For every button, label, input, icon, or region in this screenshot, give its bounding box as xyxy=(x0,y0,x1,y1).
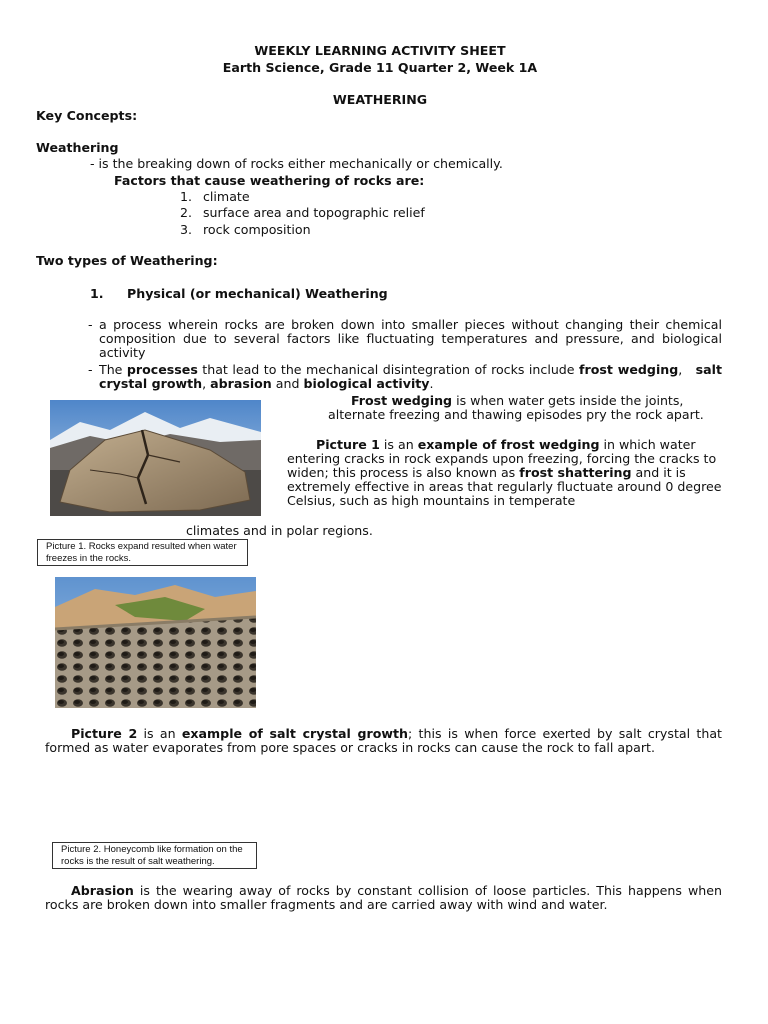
factor-number: 2. xyxy=(180,205,193,220)
bold-run: Picture 1 xyxy=(316,437,380,452)
picture-1-paragraph xyxy=(287,438,722,508)
text-run: , xyxy=(678,362,696,377)
topic-title: WEATHERING xyxy=(332,92,428,107)
bold-run: salt crystal growth xyxy=(99,362,723,391)
text-run: , xyxy=(202,376,211,391)
factor-text: rock composition xyxy=(203,222,311,237)
text-run: is an xyxy=(137,726,182,741)
bold-run: abrasion xyxy=(210,376,272,391)
text-run: is when water gets inside the joints, alternate freezing and thawing episodes pry the rock apart. xyxy=(328,393,704,422)
picture-2-caption: Picture 2. Honeycomb like formation on the rocks is the result of salt weathering. xyxy=(52,842,257,869)
picture-1-paragraph-tail: climates and in polar regions. xyxy=(186,523,373,538)
factor-text: climate xyxy=(203,189,250,204)
frost-wedging-paragraph xyxy=(328,394,718,422)
bold-run: frost shattering xyxy=(519,465,632,480)
text-run: that lead to the mechanical disintegration of rocks include xyxy=(197,362,580,377)
factor-text: surface area and topographic relief xyxy=(203,205,425,220)
bold-run: example of frost wedging xyxy=(417,437,600,452)
text-run: in which water entering cracks in rock expands upon freezing, forcing the cracks to widen; this process is also known as xyxy=(287,437,717,480)
types-heading: Two types of Weathering: xyxy=(36,253,218,268)
factor-number: 1. xyxy=(180,189,193,204)
frost-wedging-photo xyxy=(50,400,261,516)
text-run: ; this is when force exerted by salt crystal that formed as water evaporates from pore spaces or cracks in rocks can cause the rock to fall apart. xyxy=(45,726,722,755)
bold-run: Frost wedging xyxy=(351,393,453,408)
key-concepts-heading: Key Concepts: xyxy=(36,108,138,123)
abrasion-paragraph xyxy=(45,884,722,912)
factor-list-item xyxy=(180,223,311,237)
frost-wedging-illustration xyxy=(50,400,261,516)
text-run: is an xyxy=(379,437,418,452)
bullet-dash: - xyxy=(88,362,93,377)
bold-run: biological activity xyxy=(303,376,430,391)
bold-run: Picture 2 xyxy=(71,726,138,741)
bold-run: frost wedging xyxy=(579,362,679,377)
salt-weathering-illustration xyxy=(55,577,256,708)
factor-number: 3. xyxy=(180,222,193,237)
picture-1-caption: Picture 1. Rocks expand resulted when water freezes in the rocks. xyxy=(37,539,248,566)
sheet-subtitle: Earth Science, Grade 11 Quarter 2, Week 1A xyxy=(222,60,538,75)
type-heading-physical xyxy=(90,287,388,301)
factor-list-item xyxy=(180,190,250,204)
factor-list-item xyxy=(180,206,425,220)
bold-run: processes xyxy=(126,362,198,377)
processes-paragraph xyxy=(99,363,722,391)
text-run: . xyxy=(429,376,434,391)
factors-heading: Factors that cause weathering of rocks are: xyxy=(114,173,425,188)
bold-run: Abrasion xyxy=(71,883,134,898)
weathering-definition: - is the breaking down of rocks either mechanically or chemically. xyxy=(90,156,503,171)
salt-crystal-paragraph xyxy=(45,727,722,755)
text-run: and it is extremely effective in areas that regularly fluctuate around 0 degree Celsius, such as high mountains in temperate xyxy=(287,465,722,508)
text-run: is the wearing away of rocks by constant collision of loose particles. This happens when rocks are broken down into smaller fragments and are carried away with wind and water. xyxy=(45,883,722,912)
sheet-title: WEEKLY LEARNING ACTIVITY SHEET xyxy=(254,43,506,58)
type-number: 1. xyxy=(90,286,104,301)
text-run: and xyxy=(271,376,304,391)
weathering-term: Weathering xyxy=(36,140,119,155)
salt-weathering-photo xyxy=(55,577,256,708)
physical-definition: a process wherein rocks are broken down into smaller pieces without changing their chemical composition due to several factors like fluctuating temperatures and pressure, and biological activity xyxy=(99,317,722,360)
type-title: Physical (or mechanical) Weathering xyxy=(127,286,388,301)
bullet-dash: - xyxy=(88,317,93,332)
text-run: The xyxy=(99,362,127,377)
bold-run: example of salt crystal growth xyxy=(181,726,408,741)
